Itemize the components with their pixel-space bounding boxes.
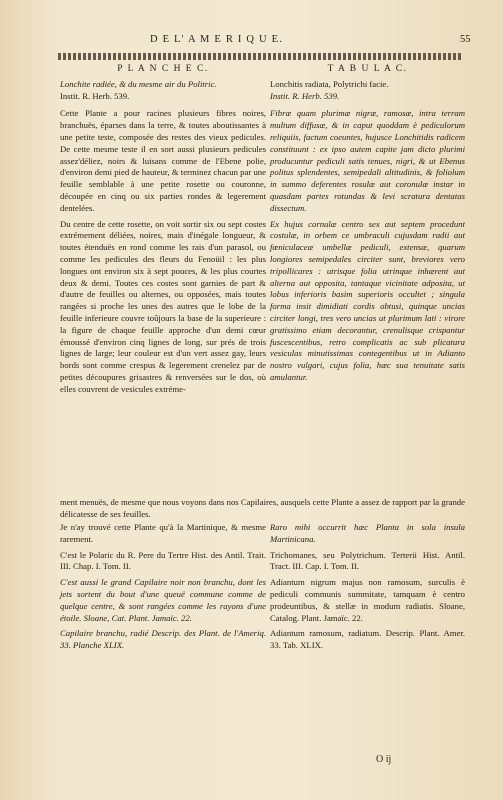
signature-mark: O ij bbox=[376, 754, 392, 765]
note-la-4: Adiantum ramosum, radiatum. Descrip. Plant. Amer. 33. Tab. XLIX. bbox=[270, 628, 465, 651]
page-number: 55 bbox=[460, 34, 471, 45]
reference-fr: Instit. R. Herb. 539. bbox=[60, 90, 130, 101]
note-la-2: Trichomanes, seu Polytrichum. Terterii Hist. Antil. Tract. III. Cap. I. Tom. II. bbox=[270, 549, 465, 572]
paragraph-1-la: Fibræ quam plurimæ nigræ, ramosæ, intra terram multum diffusæ, & in caput quoddam è pediculorum reliquiis, factum coeuntes, hujusce Lonchitidis radicem constituunt : ex ipso autem capite jam dicto plurimi producuntur pediculi satis tenues, nigri, & ut Ebenus politus splendentes, semipedali altitudinis, & foliolum in summo deferentes rosulæ aut coronulæ instar in quasdam partes rotundas & levi scratura dentatas dissectum. bbox=[270, 108, 465, 213]
paragraph-2-fr: Du centre de cette rosette, on voit sortir six ou sept costes extrémement déliées, noires, mais d'inégale longueur, & toutes étenduës en rond comme les rais d'un parasol, ou comme les pedicules des fleurs du Fenoüil : les plus longues ont environ six à sept pouces, & les plus courtes deux & demi. Toutes ces costes sont garnies de part & d'autre de feuilles ou alternes, ou opposées, mais toutes rangées si proche les unes des autres que le lobe de la feuille inferieure couvre toûjours la base de la superieure : la figure de chaque feuille approche d'un demi cœur émoussé d'environ cinq lignes de long, sur prés de trois lignes de large; leur couleur est d'un vert assez gay, leurs bords sont comme crespus & legerement crenelez par de petites découpures grisastres & renversées sur le dos, où elles couvrent de vesicules extréme- bbox=[60, 218, 266, 394]
french-column bbox=[60, 64, 266, 400]
note-la-3: Adiantum nigrum majus non ramosum, surculis è pediculi communis summitate, tamquam è centro prodeuntibus, & stellæ in modum radiatis. Sloane, Catalog. Plant. Jamaïc. 22. bbox=[270, 577, 465, 623]
note-fr-4: Capilaire branchu, radié Descrip. des Plant. de l'Ameriq. 33. Planche XLIX. bbox=[60, 628, 266, 651]
running-title: D E L' A M E R I Q U E. bbox=[150, 34, 284, 45]
latin-notes bbox=[270, 522, 465, 656]
plate-heading-fr: P L A N C H E C. bbox=[117, 64, 209, 74]
french-notes bbox=[60, 522, 266, 656]
decorative-border bbox=[58, 53, 462, 60]
continuation-text: ment menuës, de mesme que nous voyons dans nos Capilaires, ausquels cette Plante a assez de rapport par la grande délicatesse de ses feuilles. bbox=[60, 497, 465, 519]
plate-heading-la: T A B U L A C. bbox=[327, 64, 408, 74]
note-la-1: Raro mihi occurrit hæc Planta in sola insula Martinicana. bbox=[270, 522, 465, 544]
note-fr-3: C'est aussi le grand Capilaire noir non branchu, dont les jets sortent du bout d'une queuë commune comme de quelque centre, & sont rangées comme les rayons d'une étoile. Sloane, Cat. Plant. Jamaïc. 22. bbox=[60, 577, 266, 623]
paragraph-2-la: Ex hujus cornulæ centro sex aut septem procedunt costulæ, in orbem ce umbraculi cujusdam radii aut fœniculaceæ umbellæ pediculi, extensæ, quarum longiores semipedales circiter sunt, breviores vero tripollicares : utrisque folia utrinque inhærent aut alterna aut opposita, tantaque vicinitate adposita, ut lobus inferioris basim superioris occultet ; singula forma insit dimidiati cordis obtusi, quinque uncias circiter longi, tres vero uncias ut plurimum lati : virore gratissimo etiam decorantur, crenulisque crispantur fuscescentibus, retro complicatis ac sub plicatura vesiculas minutissimas contegentibus ut in Adianto nostro vulgari, cujus folia, hæc sua tenuitate satis amulantur. bbox=[270, 218, 465, 382]
plant-title-fr: Lonchite radiée, & du mesme air du Politric. bbox=[60, 78, 217, 89]
plant-title-la: Lonchitis radiata, Polytrichi facie. bbox=[270, 78, 389, 89]
reference-la: Instit. R. Herb. 539. bbox=[270, 90, 340, 101]
note-fr-1: Je n'ay trouvé cette Plante qu'à la Martinique, & mesme rarement. bbox=[60, 522, 266, 544]
note-fr-2: C'est le Polaric du R. Pere du Tertre Hist. des Antil. Trait. III. Chap. I. Tom. II. bbox=[60, 549, 266, 572]
text-fr-1: Cette Plante a pour racines plusieurs fibres noires, branchuës, éparses dans la terre, & toutes aboutissantes à une petite teste, composée des restes des vieux pedicules. De cette mesme teste il en sort aussi plusieurs pedicules assez'déliez, noirs & luisans comme de l'Ebene polie, d'environ demi pied de hauteur, & terminez chacun par une feuille semblable à une petite rosette ou couronne, découpée en cinq ou six parties rondes & legerement dentelées. bbox=[60, 108, 266, 213]
paragraph-1-fr bbox=[60, 108, 266, 214]
latin-column bbox=[270, 64, 465, 388]
